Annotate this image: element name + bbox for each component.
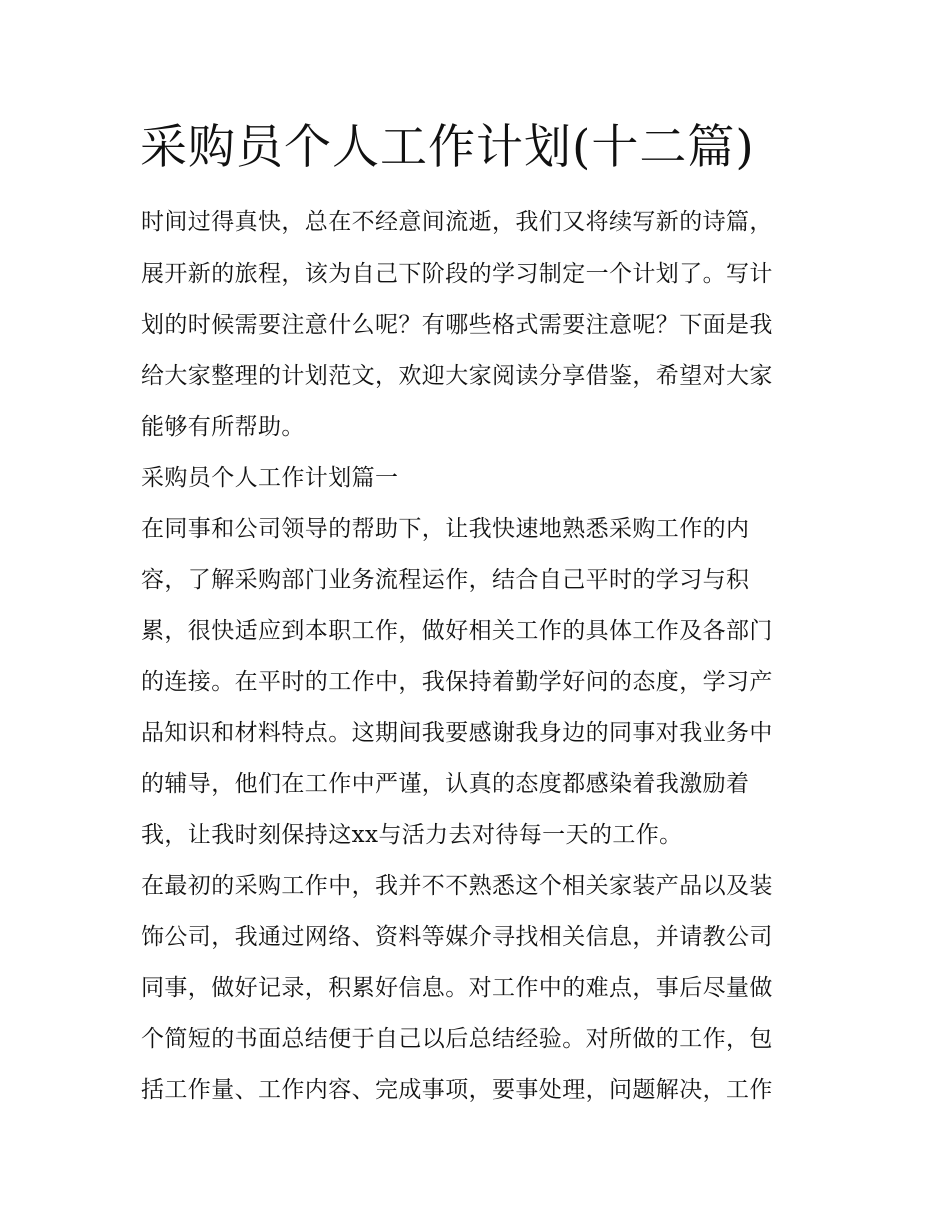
text-line: 累，很快适应到本职工作，做好相关工作的具体工作及各部门 bbox=[141, 618, 773, 644]
text-line: 的辅导，他们在工作中严谨，认真的态度都感染着我激励着 bbox=[141, 771, 750, 797]
text-line: 的连接。在平时的工作中，我保持着勤学好问的态度，学习产 bbox=[141, 669, 773, 695]
text-line: 在同事和公司领导的帮助下，让我快速地熟悉采购工作的内 bbox=[141, 516, 750, 542]
text-line: 划的时候需要注意什么呢？有哪些格式需要注意呢？下面是我 bbox=[141, 312, 773, 338]
text-line: 时间过得真快，总在不经意间流逝，我们又将续写新的诗篇， bbox=[141, 209, 773, 235]
text-line: 同事，做好记录，积累好信息。对工作中的难点，事后尽量做 bbox=[141, 975, 773, 1001]
text-line: 品知识和材料特点。这期间我要感谢我身边的同事对我业务中 bbox=[141, 720, 773, 746]
text-line: 括工作量、工作内容、完成事项，要事处理，问题解决，工作 bbox=[141, 1077, 773, 1103]
text-line: 给大家整理的计划范文，欢迎大家阅读分享借鉴，希望对大家 bbox=[141, 363, 773, 389]
section-heading: 采购员个人工作计划篇一 bbox=[141, 465, 399, 491]
text-line: 我，让我时刻保持这xx与活力去对待每一天的工作。 bbox=[141, 822, 683, 848]
text-line: 在最初的采购工作中，我并不不熟悉这个相关家装产品以及装 bbox=[141, 873, 773, 899]
document-title: 采购员个人工作计划(十二篇) bbox=[140, 120, 755, 175]
text-line: 容，了解采购部门业务流程运作，结合自己平时的学习与积 bbox=[141, 567, 750, 593]
text-line: 个简短的书面总结便于自己以后总结经验。对所做的工作，包 bbox=[141, 1026, 773, 1052]
text-line: 能够有所帮助。 bbox=[141, 414, 305, 440]
text-line: 展开新的旅程，该为自己下阶段的学习制定一个计划了。写计 bbox=[141, 261, 773, 287]
text-line: 饰公司，我通过网络、资料等媒介寻找相关信息，并请教公司 bbox=[141, 924, 773, 950]
